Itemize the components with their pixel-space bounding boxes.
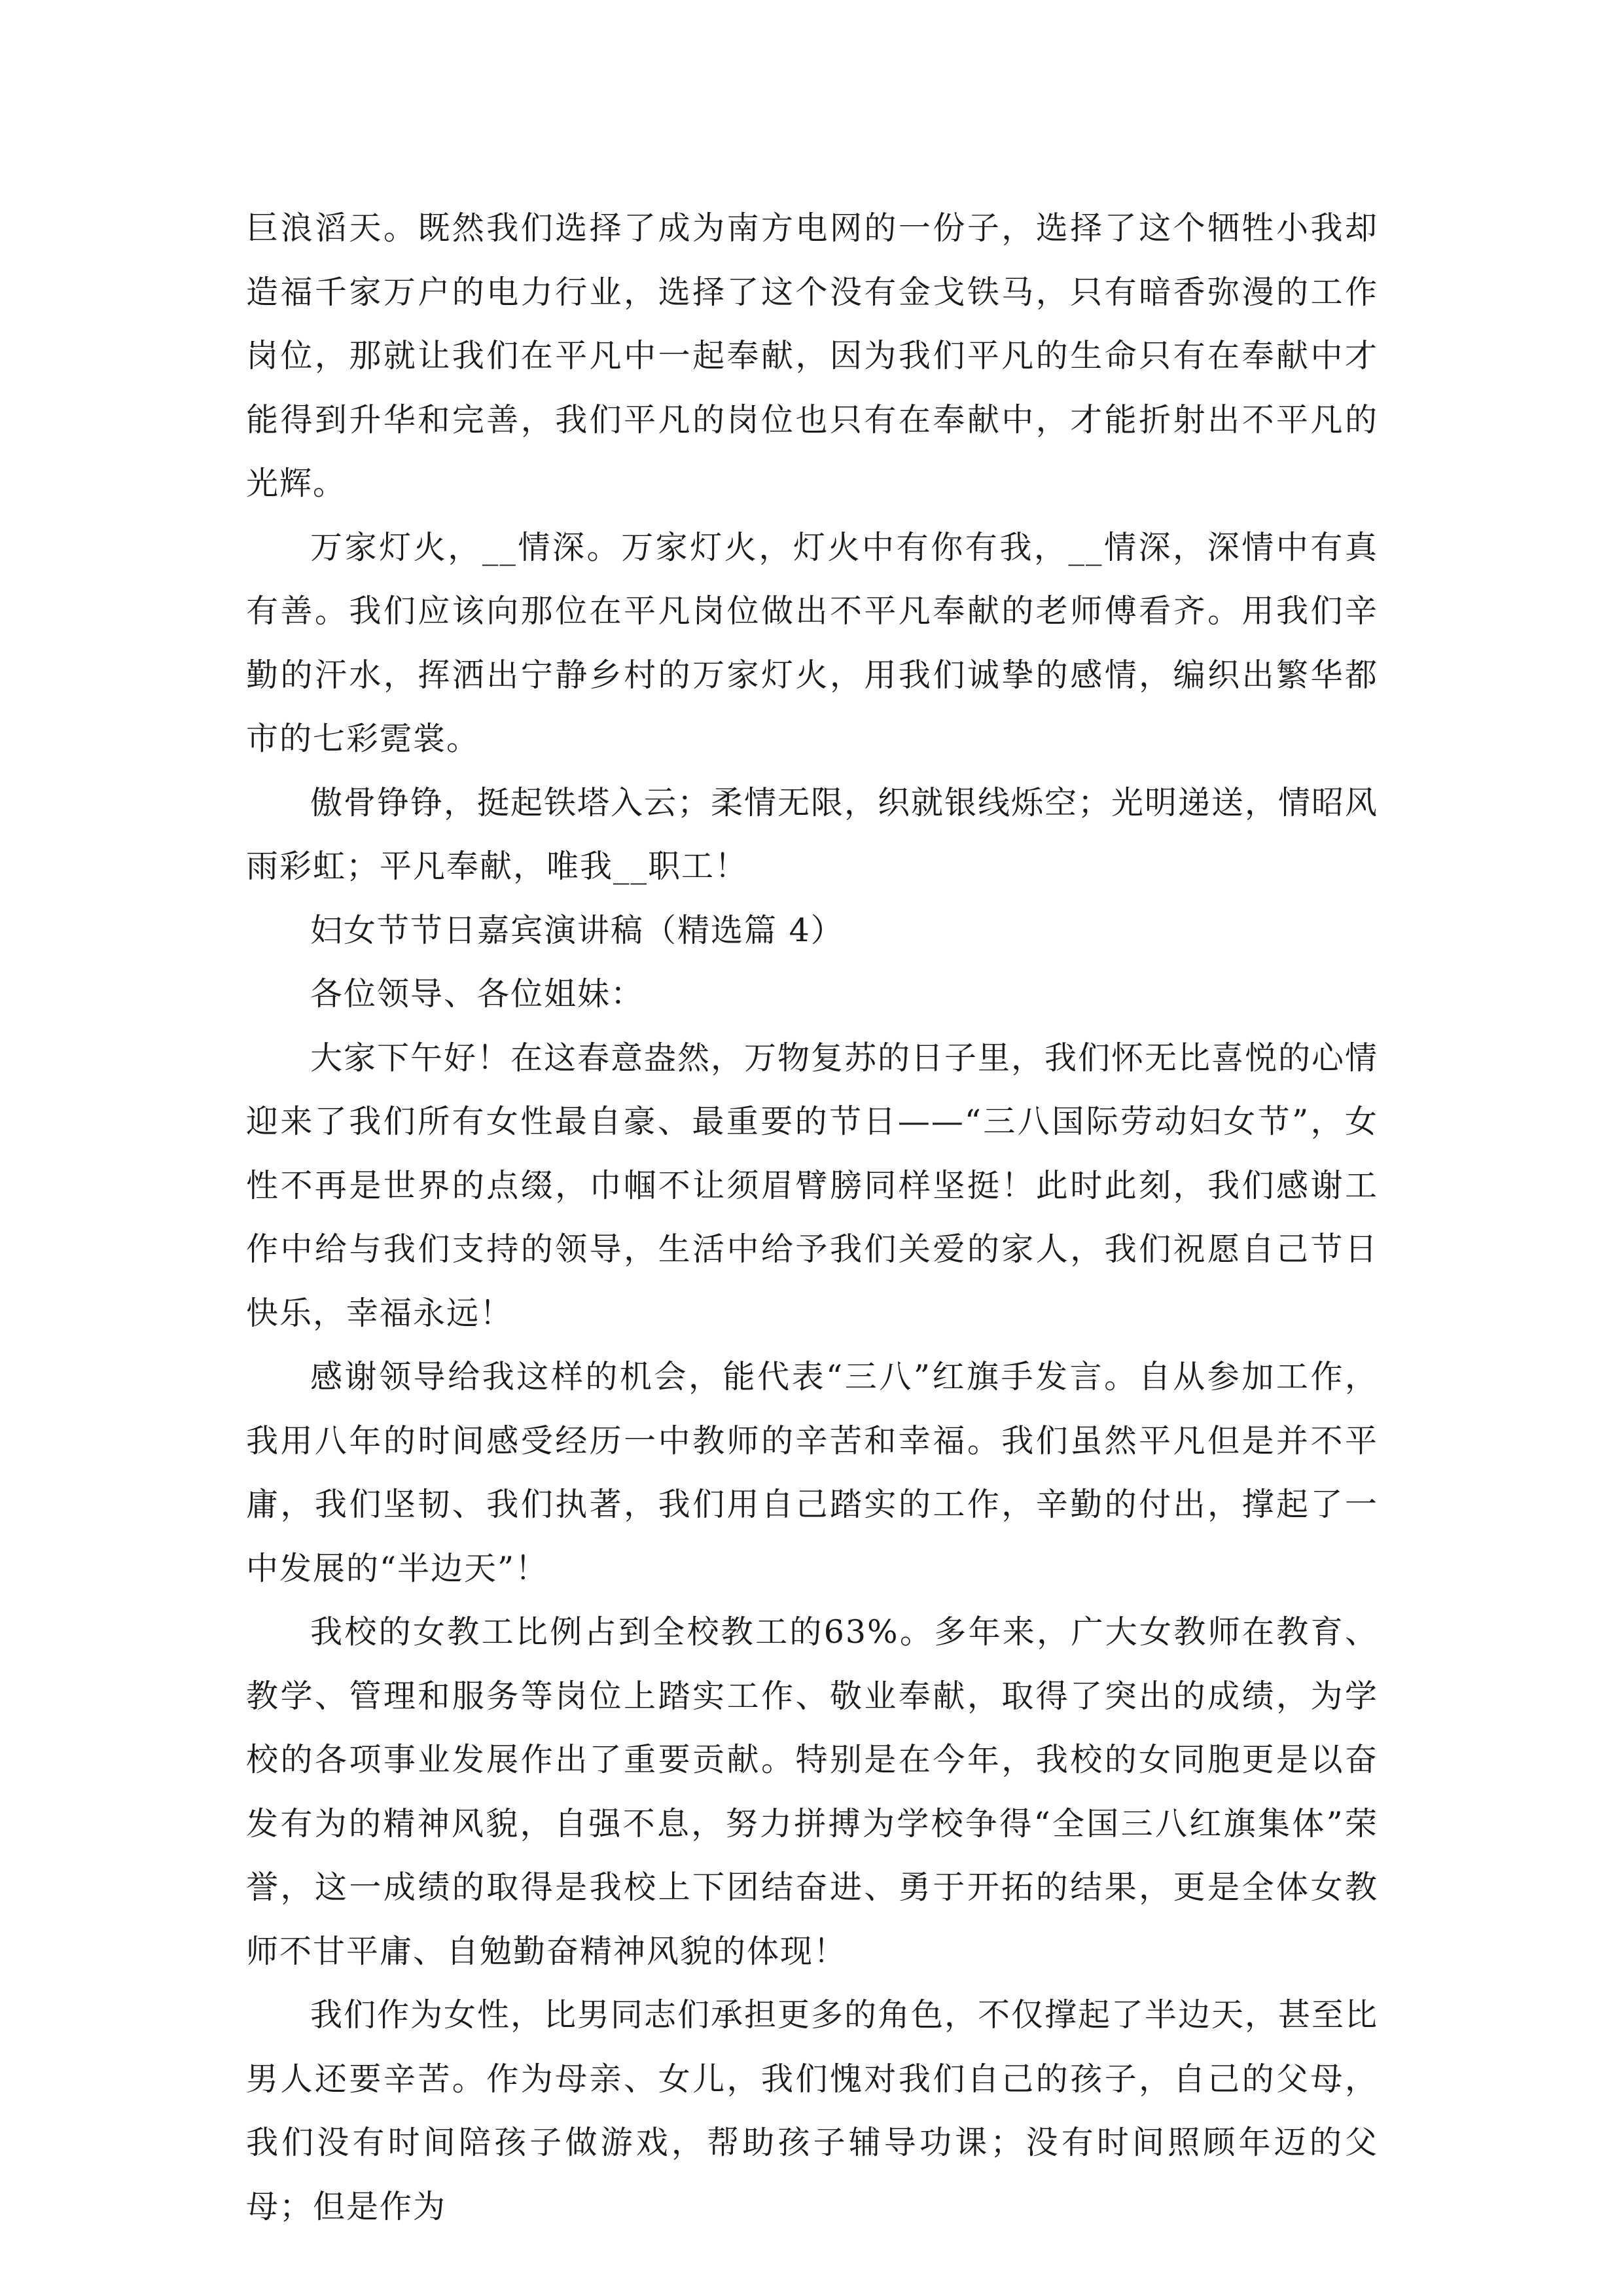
document-body [246,196,1378,2238]
section-title: 妇女节节日嘉宾演讲稿（精选篇 4） [310,911,844,949]
paragraph: 感谢领导给我这样的机会，能代表“三八”红旗手发言。自从参加工作，我用八年的时间感受经历一中教师的辛苦和幸福。我们虽然平凡但是并不平庸，我们坚韧、我们执著，我们用自己踏实的工作，辛勤的付出，撑起了一中发展的“半边天”！ [246,1358,1378,1587]
paragraph: 大家下午好！在这春意盎然，万物复苏的日子里，我们怀无比喜悦的心情迎来了我们所有女性最自豪、最重要的节日——“三八国际劳动妇女节”，女性不再是世界的点缀，巾帼不让须眉臂膀同样坚挺！此时此刻，我们感谢工作中给与我们支持的领导，生活中给予我们关爱的家人，我们祝愿自己节日快乐，幸福永远！ [246,1039,1379,1332]
paragraph: 我们作为女性，比男同志们承担更多的角色，不仅撑起了半边天，甚至比男人还要辛苦。作为母亲、女儿，我们愧对我们自己的孩子，自己的父母，我们没有时间陪孩子做游戏，帮助孩子辅导功课；没有时间照顾年迈的父母；但是作为 [246,1996,1379,2225]
paragraph: 万家灯火，__情深。万家灯火，灯火中有你有我，__情深，深情中有真有善。我们应该向那位在平凡岗位做出不平凡奉献的老师傅看齐。用我们辛勤的汗水，挥洒出宁静乡村的万家灯火，用我们诚挚的感情，编织出繁华都市的七彩霓裳。 [246,528,1378,757]
paragraph-continued: 巨浪滔天。既然我们选择了成为南方电网的一份子，选择了这个牺牲小我却造福千家万户的电力行业，选择了这个没有金戈铁马，只有暗香弥漫的工作岗位，那就让我们在平凡中一起奉献，因为我们平凡的生命只有在奉献中才能得到升华和完善，我们平凡的岗位也只有在奉献中，才能折射出不平凡的光辉。 [246,209,1378,502]
paragraph: 我校的女教工比例占到全校教工的63%。多年来，广大女教师在教育、教学、管理和服务等岗位上踏实工作、敬业奉献，取得了突出的成绩，为学校的各项事业发展作出了重要贡献。特别是在今年，我校的女同胞更是以奋发有为的精神风貌，自强不息，努力拼搏为学校争得“全国三八红旗集体”荣誉，这一成绩的取得是我校上下团结奋进、勇于开拓的结果，更是全体女教师不甘平庸、自勉勤奋精神风貌的体现！ [246,1613,1378,1970]
salutation: 各位领导、各位姐妹： [310,975,645,1013]
paragraph: 傲骨铮铮，挺起铁塔入云；柔情无限，织就银线烁空；光明递送，情昭风雨彩虹；平凡奉献，唯我__职工！ [246,783,1379,885]
